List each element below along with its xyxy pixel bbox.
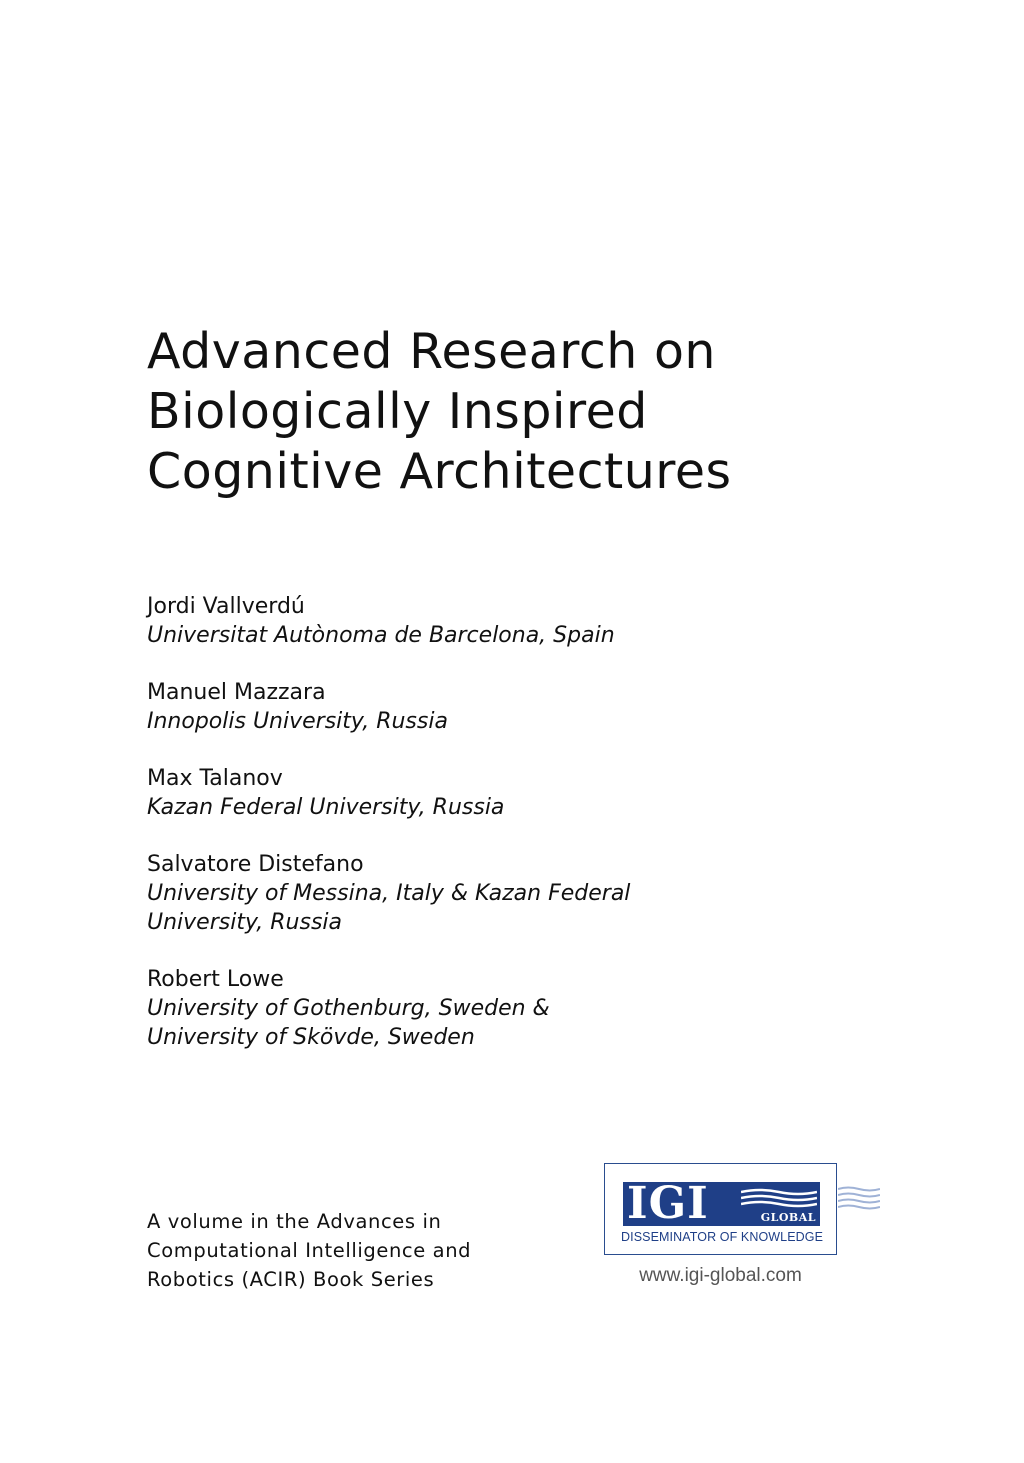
- logo-tagline: DISSEMINATOR OF KNOWLEDGE: [621, 1230, 824, 1244]
- editor-name: Jordi Vallverdú: [147, 594, 305, 619]
- affiliation-line: University of Messina, Italy & Kazan Federal: [147, 881, 631, 906]
- editor-entry: [147, 592, 847, 650]
- igi-global-logo-mark: [623, 1178, 820, 1229]
- editor-name: Robert Lowe: [147, 967, 284, 992]
- editor-affiliation: [147, 707, 847, 736]
- book-series-note: [147, 1207, 567, 1294]
- series-line: A volume in the Advances in: [147, 1210, 442, 1233]
- editor-affiliation: [147, 994, 847, 1052]
- affiliation-line: University, Russia: [147, 910, 343, 935]
- series-line: Robotics (ACIR) Book Series: [147, 1268, 435, 1291]
- title-line: Cognitive Architectures: [147, 443, 732, 500]
- book-title: [147, 322, 907, 502]
- editor-entry: [147, 678, 847, 736]
- editor-affiliation: [147, 793, 847, 822]
- title-line: Advanced Research on: [147, 323, 716, 380]
- title-line: Biologically Inspired: [147, 383, 648, 440]
- logo-subtext: GLOBAL: [760, 1211, 816, 1224]
- affiliation-line: Kazan Federal University, Russia: [147, 795, 505, 820]
- publisher-logo: [604, 1163, 837, 1255]
- editor-affiliation: [147, 879, 847, 937]
- series-line: Computational Intelligence and: [147, 1239, 472, 1262]
- affiliation-line: University of Gothenburg, Sweden &: [147, 996, 550, 1021]
- editor-list: [147, 592, 847, 1080]
- editor-name: Manuel Mazzara: [147, 680, 326, 705]
- logo-text: IGI: [627, 1178, 709, 1229]
- affiliation-line: Universitat Autònoma de Barcelona, Spain: [147, 623, 615, 648]
- editor-entry: [147, 965, 847, 1052]
- editor-affiliation: [147, 621, 847, 650]
- editor-entry: [147, 850, 847, 937]
- affiliation-line: Innopolis University, Russia: [147, 709, 448, 734]
- publisher-url: www.igi-global.com: [639, 1265, 802, 1286]
- wave-extension-icon: [838, 1185, 880, 1211]
- editor-name: Salvatore Distefano: [147, 852, 364, 877]
- editor-name: Max Talanov: [147, 766, 283, 791]
- editor-entry: [147, 764, 847, 822]
- affiliation-line: University of Skövde, Sweden: [147, 1025, 475, 1050]
